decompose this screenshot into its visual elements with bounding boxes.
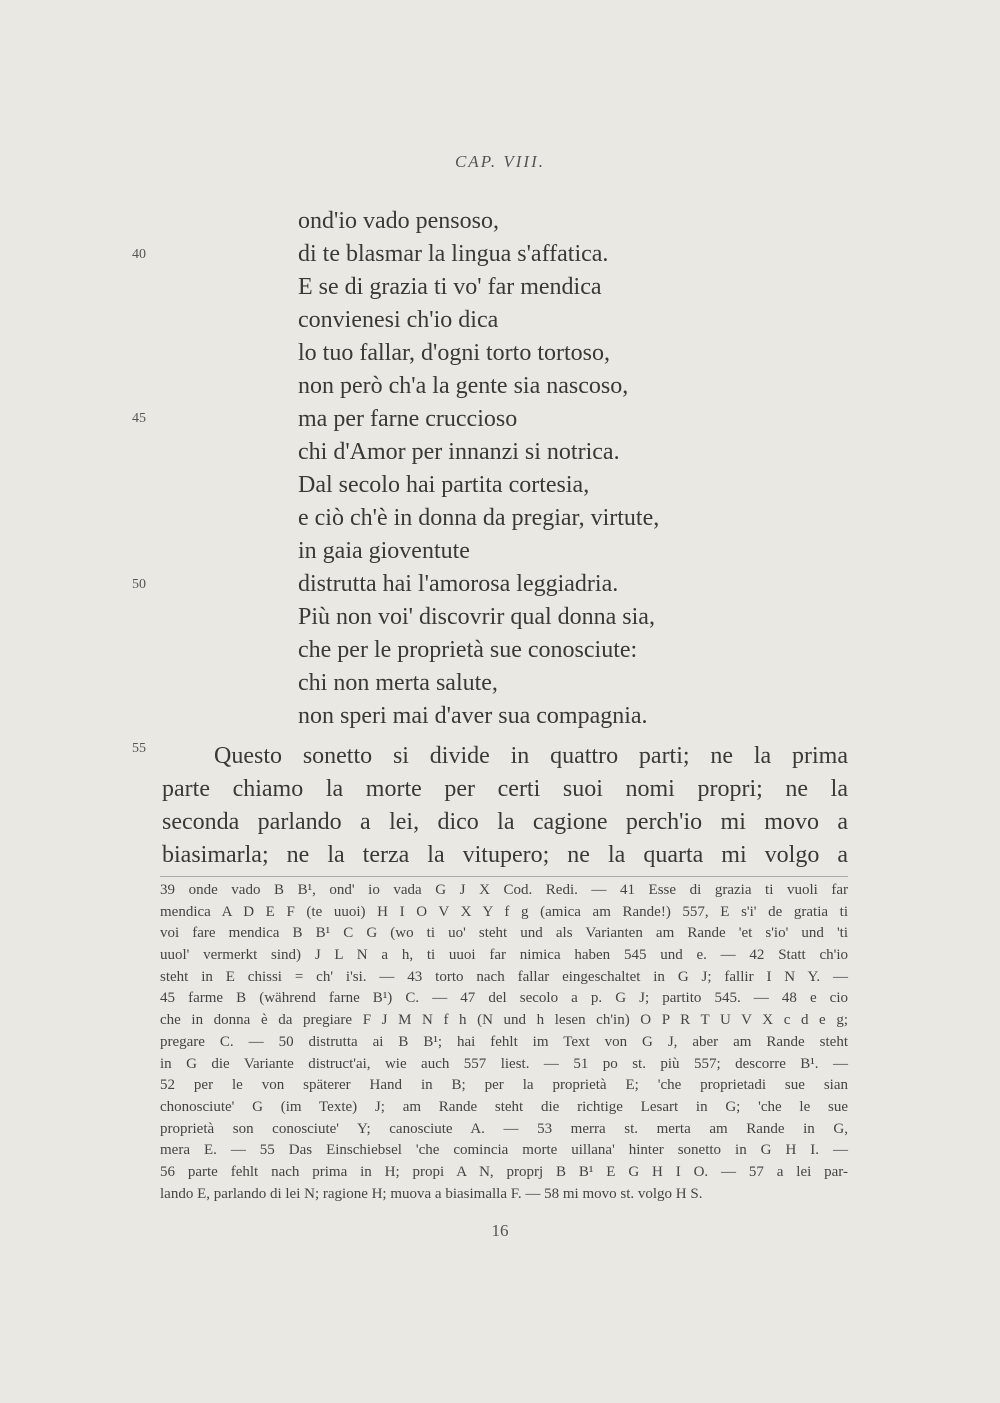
footnote-divider <box>160 876 848 877</box>
verse-line: non speri mai d'aver sua compagnia. <box>298 703 648 729</box>
prose-line: Questo sonetto si divide in quattro parti; ne la prima <box>214 743 848 769</box>
prose-line: parte chiamo la morte per certi suoi nomi propri; ne la <box>162 776 848 802</box>
verse-line: di te blasmar la lingua s'affatica. <box>298 241 609 267</box>
page-number: 16 <box>491 1221 509 1240</box>
line-number: 50 <box>132 577 146 592</box>
verse-line: Dal secolo hai partita cortesia, <box>298 472 590 498</box>
verse-line: non però ch'a la gente sia nascoso, <box>298 373 629 399</box>
note-line: lando E, parlando di lei N; ragione H; muova a biasimalla F. — 58 mi movo st. volgo H S. <box>160 1185 703 1202</box>
note-line: 45 farme B (während farne B¹) C. — 47 del secolo a p. G J; partito 545. — 48 e cio <box>160 990 848 1007</box>
chapter-header: CAP. VIII. <box>454 152 546 171</box>
verse-line: convienesi ch'io dica <box>298 307 499 333</box>
verse-line: chi d'Amor per innanzi si notrica. <box>298 439 620 465</box>
note-line: mendica A D E F (te uuoi) H I O V X Y f g (amica am Rande!) 557, E s'i' de gratia ti <box>160 903 848 920</box>
sonnet-verse <box>298 205 659 733</box>
note-line: uuol' vermerkt sind) J L N a h, ti uuoi far nimica haben 545 und e. — 42 Statt ch'io <box>160 947 848 964</box>
verse-line: in gaia gioventute <box>298 538 470 564</box>
verse-line: distrutta hai l'amorosa leggiadria. <box>298 571 619 597</box>
note-line: voi fare mendica B B¹ C G (wo ti uo' steht und als Varianten am Rande 'et s'io' und 'ti <box>160 925 848 942</box>
line-number: 45 <box>132 411 146 426</box>
note-line: in G die Variante distruct'ai, wie auch 557 liest. — 51 po st. più 557; descorre B¹. — <box>160 1055 848 1072</box>
note-line: 39 onde vado B B¹, ond' io vada G J X Cod. Redi. — 41 Esse di grazia ti vuoli far <box>160 882 848 898</box>
note-line: che in donna è da pregiare F J M N f h (N und h lesen ch'in) O P R T U V X c d e g; <box>160 1012 848 1029</box>
critical-apparatus <box>160 880 848 1205</box>
verse-line: ma per farne cruccioso <box>298 406 518 432</box>
note-line: chonosciute' G (im Texte) J; am Rande steht die richtige Lesart in G; 'che le sue <box>160 1098 848 1115</box>
prose-line: biasimarla; ne la terza la vitupero; ne la quarta mi volgo a <box>162 842 848 868</box>
verse-line: ond'io vado pensoso, <box>298 208 499 234</box>
line-number: 40 <box>132 247 146 262</box>
note-line: steht in E chissi = ch' i'si. — 43 torto nach fallar eingeschaltet in G J; fallir I N Y. — <box>160 968 848 985</box>
verse-line: E se di grazia ti vo' far mendica <box>298 274 602 300</box>
verse-line: lo tuo fallar, d'ogni torto tortoso, <box>298 340 610 366</box>
note-line: 56 parte fehlt nach prima in H; propi A N, proprj B B¹ E G H I O. — 57 a lei par- <box>160 1163 848 1180</box>
prose-paragraph <box>162 740 848 872</box>
note-line: proprietà son conosciute' Y; canosciute A. — 53 merra st. merta am Rande in G, <box>160 1120 848 1137</box>
verse-line: che per le proprietà sue conosciute: <box>298 637 638 663</box>
note-line: mera E. — 55 Das Einschiebsel 'che comincia morte uillana' hinter sonetto in G H I. — <box>160 1142 848 1159</box>
note-line: pregare C. — 50 distrutta ai B B¹; hai fehlt im Text von G J, aber am Rande steht <box>160 1033 848 1050</box>
note-line: 52 per le von späterer Hand in B; per la proprietà E; 'che proprietadi sue sian <box>160 1077 848 1094</box>
prose-line: seconda parlando a lei, dico la cagione perch'io mi movo a <box>162 809 848 835</box>
verse-line: chi non merta salute, <box>298 670 498 696</box>
line-number: 55 <box>132 741 146 756</box>
verse-line: e ciò ch'è in donna da pregiar, virtute, <box>298 505 660 531</box>
verse-line: Più non voi' discovrir qual donna sia, <box>298 604 655 630</box>
